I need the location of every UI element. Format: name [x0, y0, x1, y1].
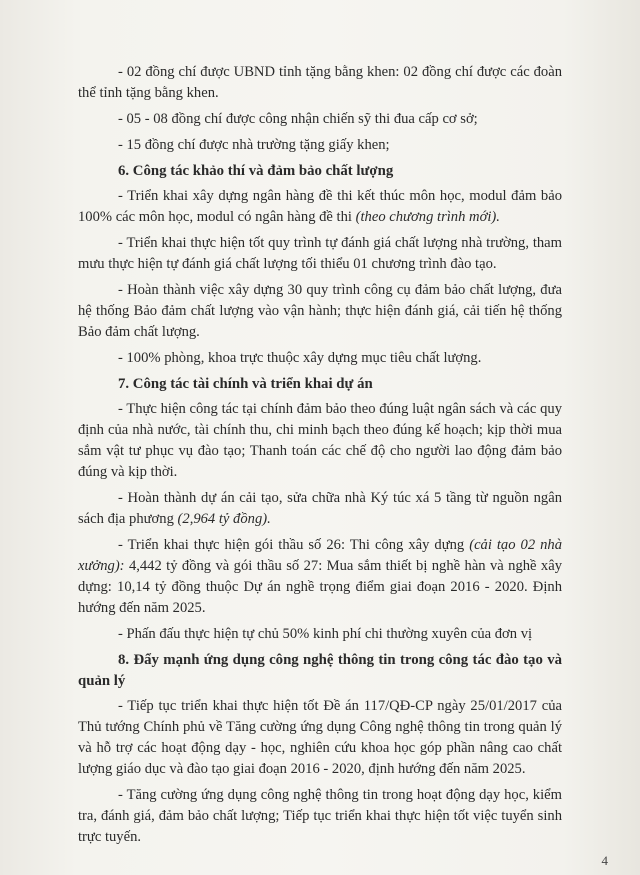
- section-6-p1-text: - Triển khai xây dựng ngân hàng đề thi kết thúc môn học, modul đảm bảo 100% các môn học, modul có ngân hàng đề thi: [78, 188, 562, 225]
- page-number: 4: [601, 853, 608, 868]
- section-7-paragraph-1: - Thực hiện công tác tại chính đảm bảo theo đúng luật ngân sách và các quy định của nhà nước, tài chính thu, chi minh bạch theo đúng kế hoạch; kịp thời mua sắm vật tư phục vụ đào tạo; Thanh toán các chế độ cho người lao động đảm bảo đúng và kịp thời.: [78, 401, 562, 480]
- section-7-paragraph-3: [78, 535, 562, 619]
- section-7-p3-text-a: - Triển khai thực hiện gói thầu số 26: Thi công xây dựng: [118, 537, 470, 553]
- section-8-paragraph-2: - Tăng cường ứng dụng công nghệ thông tin trong hoạt động dạy học, kiểm tra, đánh giá, đảm bảo chất lượng; Tiếp tục triển khai thực hiện tốt việc tuyển sinh trực tuyến.: [78, 787, 562, 845]
- section-6-paragraph-3: - Hoàn thành việc xây dựng 30 quy trình công cụ đảm bảo chất lượng, đưa hệ thống Bảo đảm chất lượng vào vận hành; thực hiện đánh giá, cải tiến hệ thống Bảo đảm chất lượng.: [78, 282, 562, 340]
- award-line-school: - 15 đồng chí được nhà trường tặng giấy khen;: [118, 137, 390, 153]
- section-7-p3-italic: (cải tạo 02 nhà xưởng):: [78, 537, 562, 574]
- award-line-emulation: - 05 - 08 đồng chí được công nhận chiến sỹ thi đua cấp cơ sở;: [118, 111, 478, 127]
- section-7-paragraph-2: [78, 488, 562, 530]
- section-6-p1-italic: (theo chương trình mới).: [355, 209, 500, 225]
- section-7-p3-text-b: 4,442 tỷ đồng và gói thầu số 27: Mua sắm thiết bị nghề hàn và nghề xây dựng: 10,14 tỷ đồng thuộc Dự án nghề trọng điểm giai đoạn 2016 - 2020. Định hướng đến năm 2025.: [78, 558, 562, 616]
- section-8-heading: 8. Đẩy mạnh ứng dụng công nghệ thông tin trong công tác đào tạo và quản lý: [78, 652, 562, 689]
- section-6-heading: 6. Công tác khảo thí và đảm bảo chất lượng: [118, 163, 394, 179]
- award-line-ubnd: - 02 đồng chí được UBND tỉnh tặng bằng khen: 02 đồng chí được các đoàn thể tỉnh tặng bằng khen.: [78, 64, 562, 101]
- section-7-p2-text: - Hoàn thành dự án cải tạo, sửa chữa nhà Ký túc xá 5 tầng từ nguồn ngân sách địa phương: [78, 490, 562, 527]
- section-8-paragraph-1: - Tiếp tục triển khai thực hiện tốt Đề án 117/QĐ-CP ngày 25/01/2017 của Thủ tướng Chính phủ về Tăng cường ứng dụng Công nghệ thông tin trong quản lý và hỗ trợ các hoạt động dạy - học, nghiên cứu khoa học góp phần nâng cao chất lượng giáo dục và đào tạo giai đoạn 2016 - 2020, định hướng đến năm 2025.: [78, 698, 562, 777]
- section-6-paragraph-2: - Triển khai thực hiện tốt quy trình tự đánh giá chất lượng nhà trường, tham mưu thực hiện tự đánh giá chất lượng tối thiểu 01 chương trình đào tạo.: [78, 235, 562, 272]
- section-6-paragraph-4: - 100% phòng, khoa trực thuộc xây dựng mục tiêu chất lượng.: [118, 350, 482, 366]
- section-6-paragraph-1: [78, 186, 562, 228]
- page-body: [78, 62, 562, 853]
- section-7-paragraph-4: - Phấn đấu thực hiện tự chủ 50% kinh phí chi thường xuyên của đơn vị: [118, 626, 533, 642]
- section-7-heading: 7. Công tác tài chính và triển khai dự án: [118, 376, 373, 392]
- section-7-p2-italic: (2,964 tỷ đồng).: [177, 511, 271, 527]
